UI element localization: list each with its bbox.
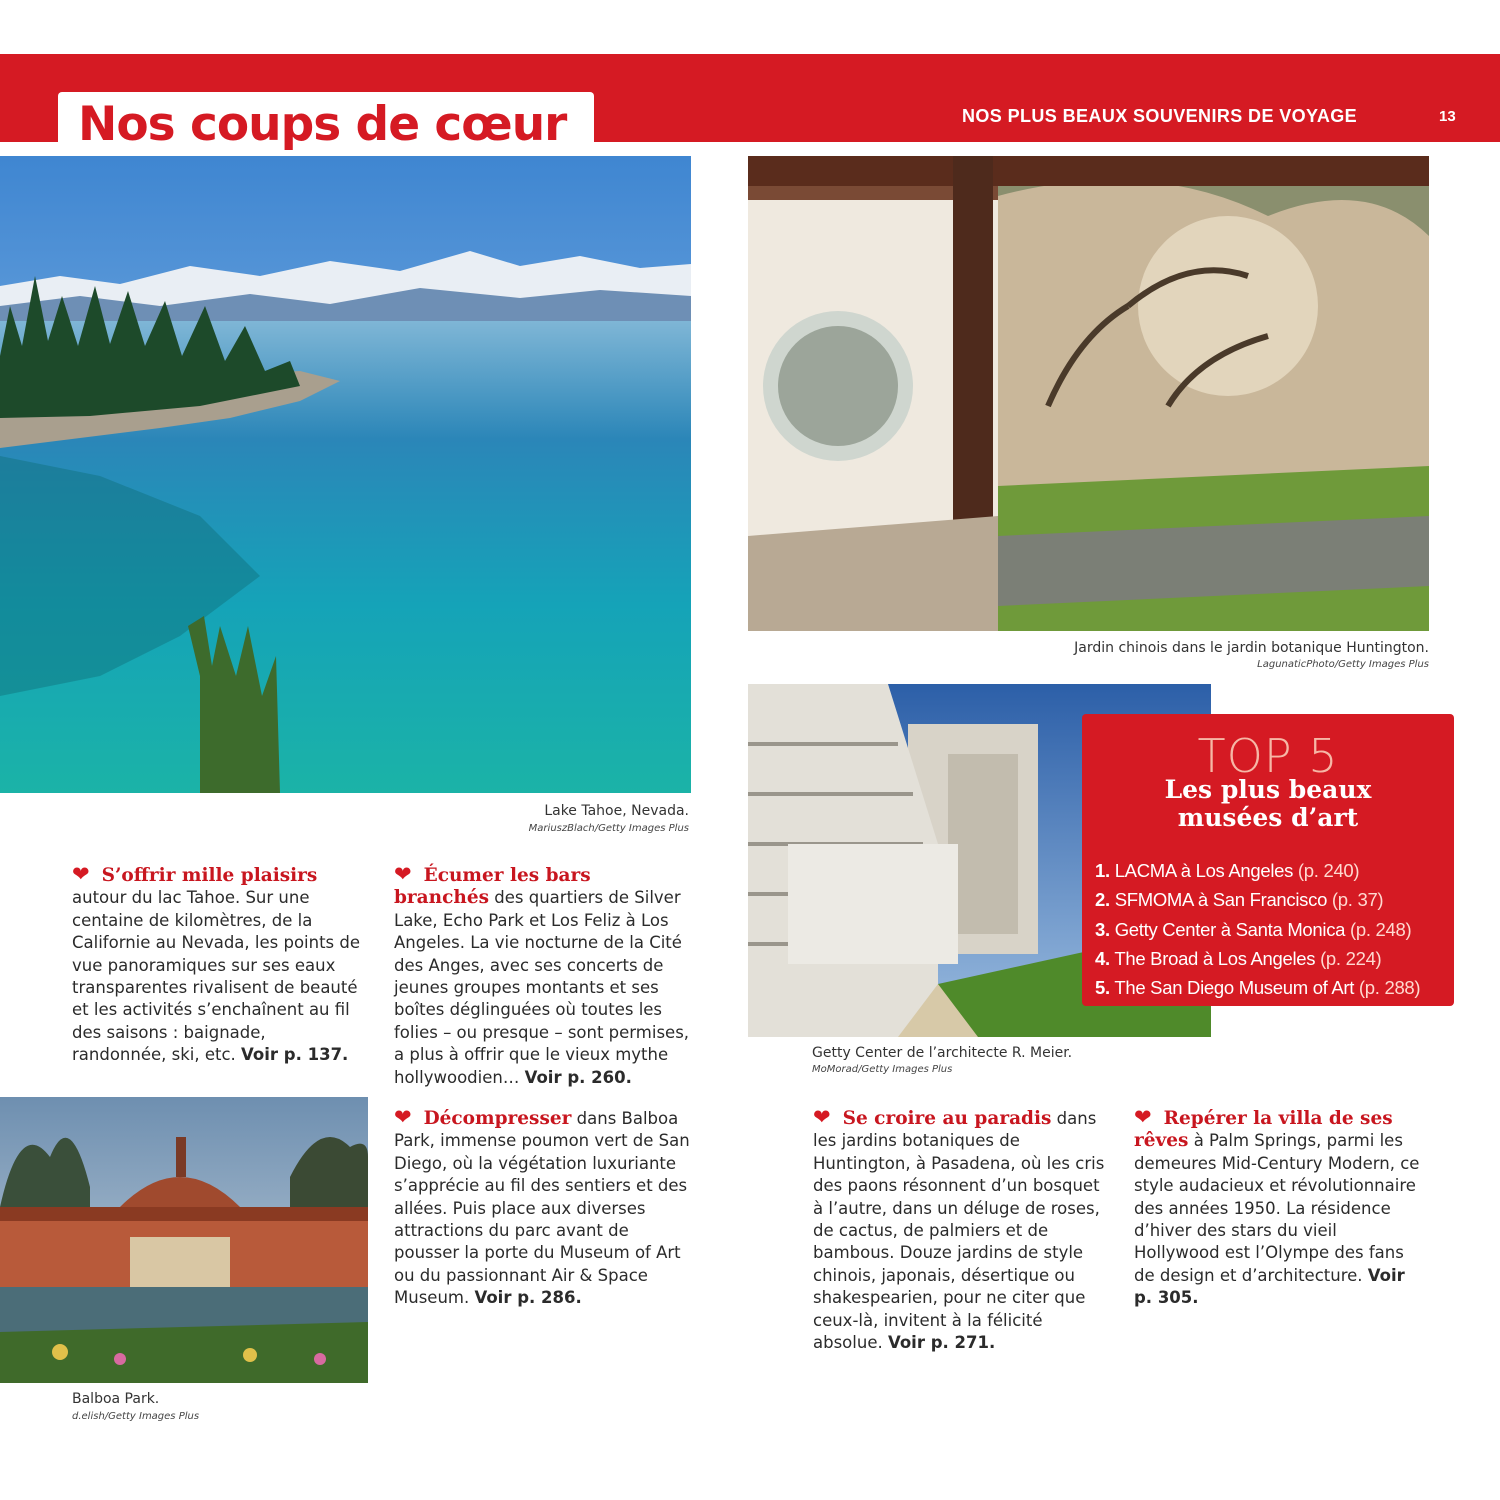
top5-item [1095, 915, 1420, 944]
page-number: 13 [1439, 108, 1456, 125]
lake-tahoe-photo [0, 156, 691, 793]
top5-item [1095, 973, 1420, 1002]
heart-icon: ❤ [813, 1105, 831, 1129]
top5-item-ref: (p. 248) [1350, 918, 1412, 940]
top5-list [1095, 856, 1420, 1002]
top5-subtitle-line: musées d’art [1177, 803, 1359, 832]
paragraph-lead: Écumer les bars branchés [394, 865, 591, 909]
top5-item-ref: (p. 224) [1320, 947, 1382, 969]
running-head: NOS PLUS BEAUX SOUVENIRS DE VOYAGE [962, 106, 1358, 126]
top5-item-name: SFMOMA à San Francisco [1114, 889, 1328, 911]
top5-item-ref: (p. 37) [1331, 889, 1384, 911]
heart-icon: ❤ [72, 862, 90, 886]
balboa-paragraph [394, 1107, 692, 1310]
villa-paragraph [1134, 1107, 1424, 1310]
top5-item [1095, 944, 1420, 973]
top5-subtitle-line: Les plus beaux [1164, 775, 1372, 804]
heart-icon: ❤ [394, 862, 412, 886]
page-reference: Voir p. 137. [241, 1045, 349, 1065]
paragraph-text: à Palm Springs, parmi les demeures Mid-Century Modern, ce style audacieux et révolutionnaire des années 1950. La résidence d’hiver des stars du vieil Hollywood est l’Olympe des fans de design et d’architecture. [1134, 1131, 1420, 1285]
photo-caption: Balboa Park. [72, 1391, 160, 1407]
page-reference: Voir p. 286. [474, 1288, 582, 1308]
paradis-paragraph [813, 1107, 1105, 1354]
top5-item-number: 1. [1095, 860, 1110, 881]
paragraph-text: dans les jardins botaniques de Huntington, à Pasadena, où les cris des paons résonnent d’un bosquet à l’autre, dans un déluge de roses, de cactus, de palmiers et de bambous. Douze jardins de style chinois, japonais, désertique ou shakespearien, pour ne citer que ceux-là, invitent à la félicité absolue. [813, 1109, 1105, 1353]
paragraph-lead: Se croire au paradis [842, 1108, 1052, 1129]
photo-caption: Getty Center de l’architecte R. Meier. [812, 1045, 1073, 1061]
page-title: Nos coups de cœur [78, 97, 567, 152]
photo-caption: Lake Tahoe, Nevada. [544, 803, 689, 819]
photo-credit: d.elish/Getty Images Plus [72, 1411, 200, 1422]
top5-item-ref: (p. 240) [1297, 860, 1360, 881]
paragraph-lead: Décompresser [423, 1108, 572, 1129]
photo-caption: Jardin chinois dans le jardin botanique Huntington. [1074, 640, 1429, 656]
paragraph-text: autour du lac Tahoe. Sur une centaine de kilomètres, de la Californie au Nevada, les points de vue panoramiques sur ses eaux transparentes rivalisent de beauté et les activités s’enchaînent au fil des saisons : baignade, randonnée, ski, etc. [72, 888, 361, 1065]
photo-credit: MoMorad/Getty Images Plus [812, 1064, 953, 1075]
balboa-park-photo [0, 1097, 368, 1383]
top5-item-number: 4. [1095, 947, 1110, 969]
top5-item-name: The Broad à Los Angeles [1114, 947, 1316, 969]
paragraph-lead: Repérer la villa de ses rêves [1134, 1108, 1393, 1152]
page-reference: Voir p. 305. [1134, 1265, 1405, 1308]
top5-item-number: 3. [1095, 918, 1110, 940]
top5-item [1095, 856, 1420, 885]
top5-item-number: 2. [1095, 889, 1110, 911]
page-reference: Voir p. 260. [524, 1067, 632, 1087]
top5-item-ref: (p. 288) [1358, 977, 1421, 999]
top5-item-name: LACMA à Los Angeles [1114, 860, 1294, 881]
top5-box [1082, 714, 1454, 1006]
top5-title: TOP 5 [1197, 729, 1339, 783]
top5-item [1095, 885, 1420, 914]
heart-icon: ❤ [394, 1105, 412, 1129]
page-reference: Voir p. 271. [887, 1333, 996, 1353]
paragraph-lead: S’offrir mille plaisirs [101, 865, 318, 886]
top5-item-number: 5. [1095, 977, 1110, 999]
bars-paragraph [394, 864, 690, 1089]
top5-subtitle [1082, 776, 1454, 832]
photo-credit: MariuszBlach/Getty Images Plus [528, 823, 689, 834]
tahoe-paragraph [72, 864, 362, 1067]
huntington-garden-photo [748, 156, 1429, 631]
paragraph-text: des quartiers de Silver Lake, Echo Park et Los Feliz à Los Angeles. La vie nocturne de la Cité des Anges, avec ses concerts de jeunes groupes montants et ses boîtes déglinguées où toutes les folies – ou presque – sont permises, a plus à offrir que le vieux mythe hollywoodien… [394, 888, 690, 1087]
paragraph-text: dans Balboa Park, immense poumon vert de San Diego, où la végétation luxuriante s’apprécie au fil des sentiers et des allées. Puis place aux diverses attractions du parc avant de pousser la porte du Museum of Art ou du passionnant Air & Space Museum. [394, 1109, 690, 1308]
top5-item-name: Getty Center à Santa Monica [1114, 918, 1346, 940]
heart-icon: ❤ [1134, 1105, 1152, 1129]
photo-credit: LagunaticPhoto/Getty Images Plus [1257, 659, 1429, 670]
top5-item-name: The San Diego Museum of Art [1114, 977, 1355, 999]
